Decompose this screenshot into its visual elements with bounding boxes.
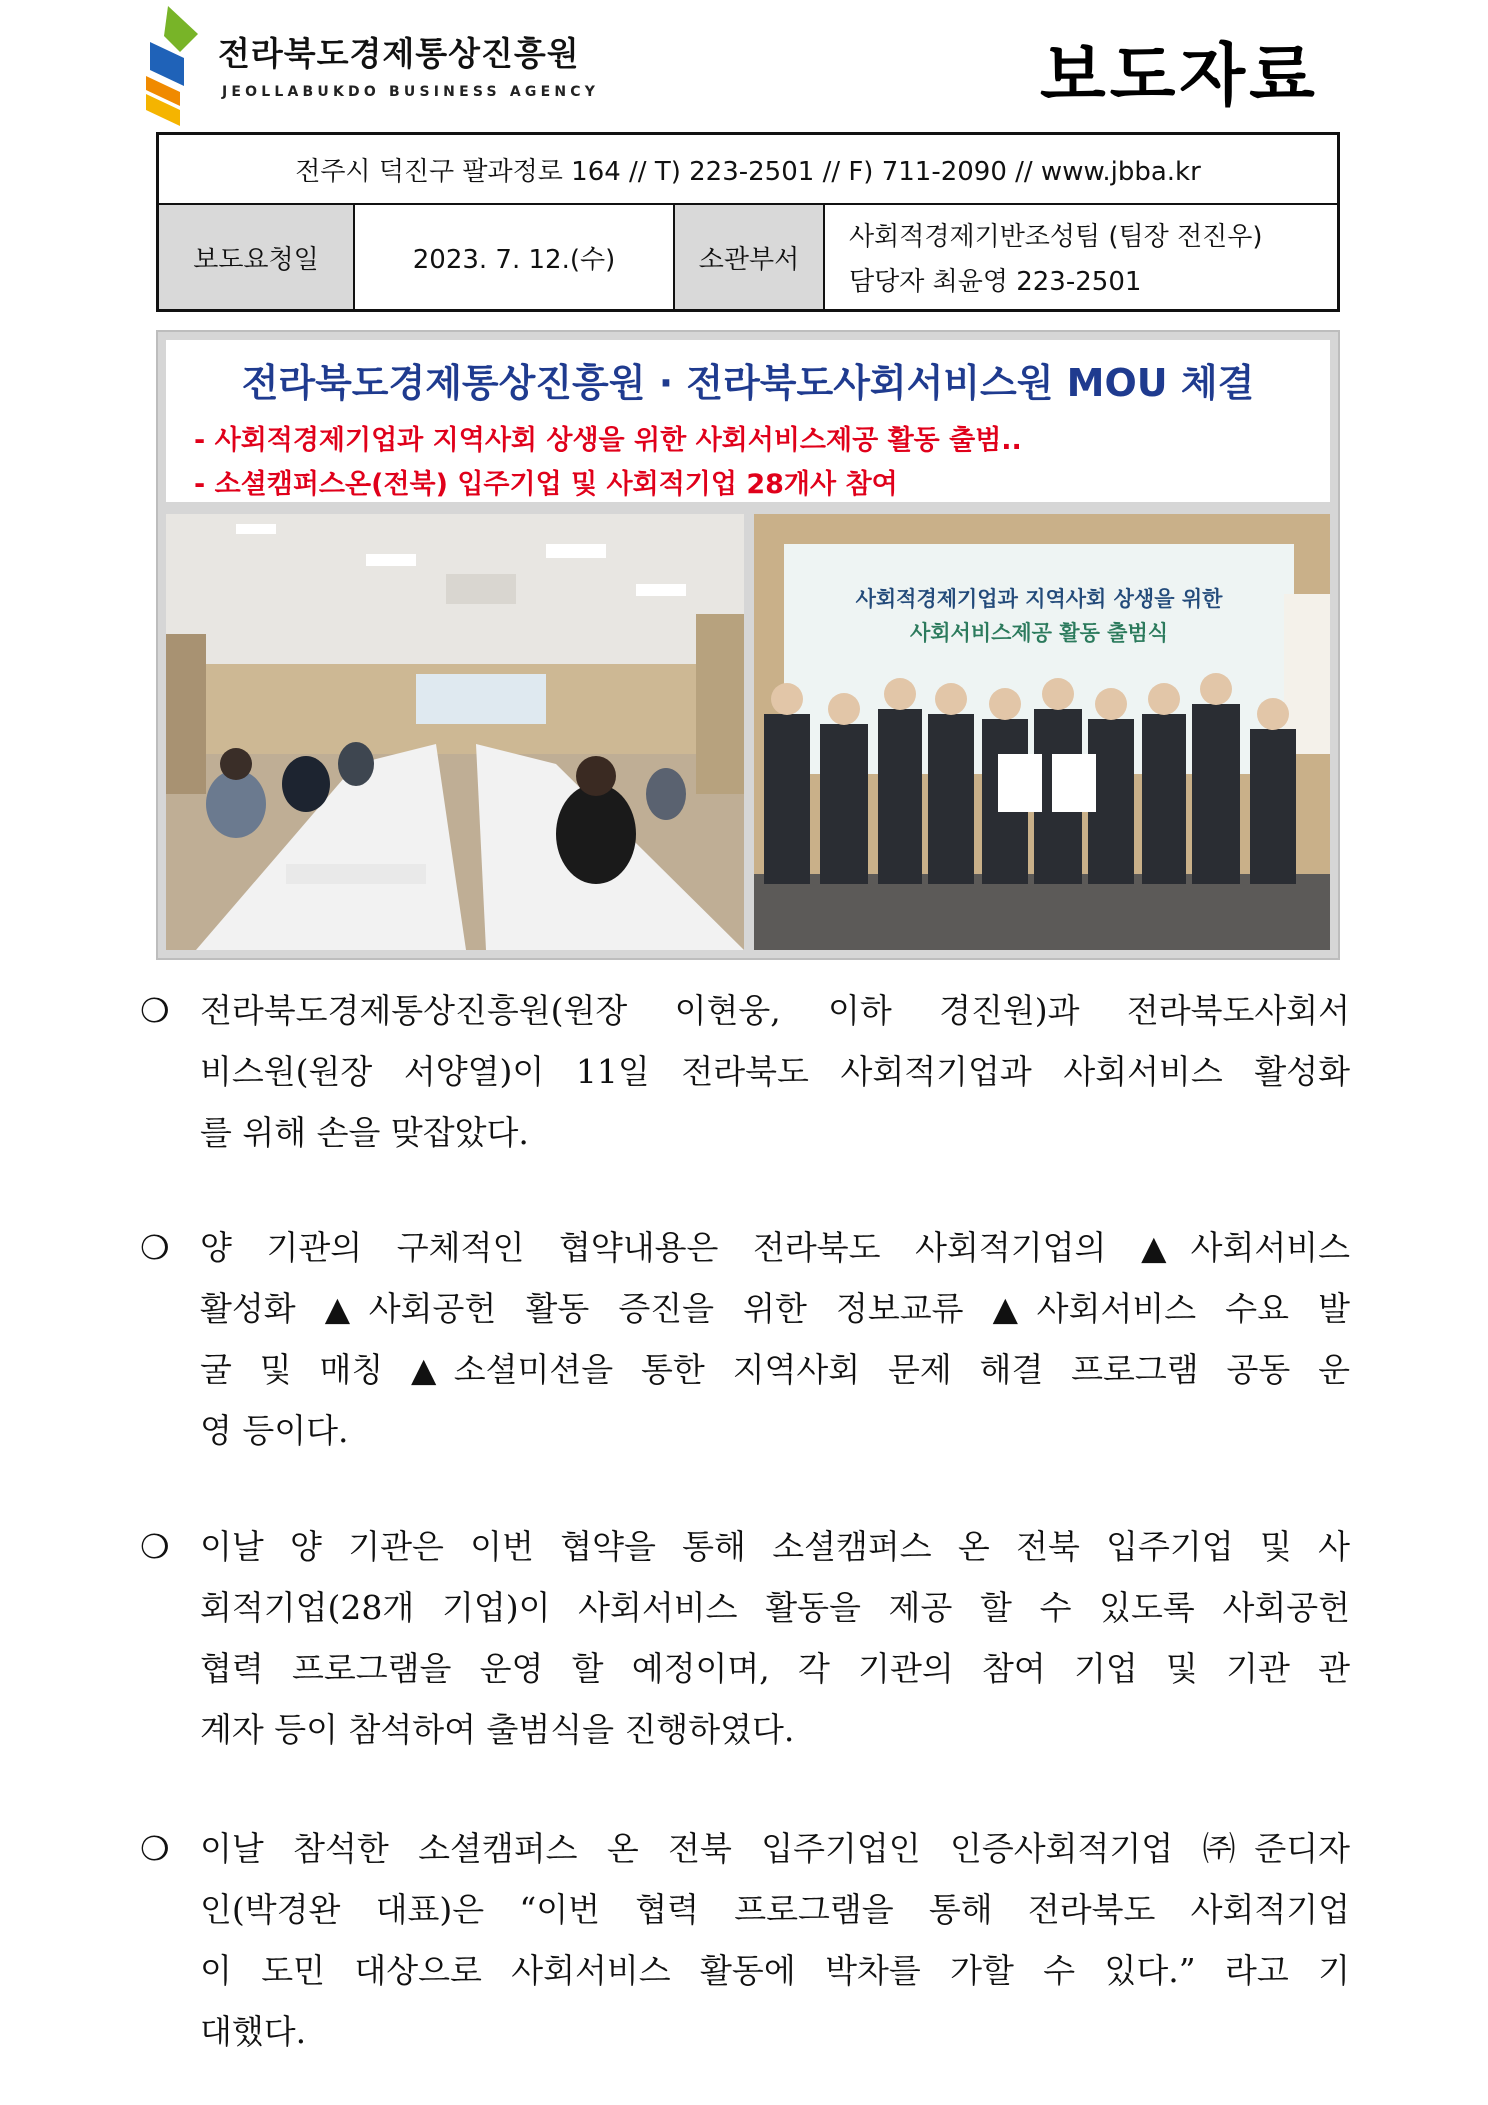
paragraph-line: 이날 양 기관은 이번 협약을 통해 소셜캠퍼스 온 전북 입주기업 및 사 [200, 1527, 1350, 1566]
org-logo [140, 6, 600, 126]
body-paragraph-3 [140, 1516, 1350, 1760]
body-paragraph-4 [140, 1818, 1350, 2062]
mou-ceremony-photo [754, 514, 1330, 950]
agency-logo-icon [140, 6, 210, 126]
paragraph-line: 계자 등이 참석하여 출범식을 진행하였다. [200, 1710, 795, 1749]
contact-line: 전주시 덕진구 팔과정로 164 // T) 223-2501 // F) 711-2090 // www.jbba.kr [159, 135, 1337, 205]
department-name: 사회적경제기반조성팀 (팀장 전진우) [849, 222, 1263, 252]
org-name-english: JEOLLABUKDO BUSINESS AGENCY [222, 84, 600, 100]
request-date: 2023. 7. 12.(수) [355, 205, 675, 309]
body-paragraph-1 [140, 980, 1350, 1163]
paragraph-line: 비스원(원장 서양열)이 11일 전라북도 사회적기업과 사회서비스 활성화 [200, 1052, 1350, 1091]
org-name: 전라북도경제통상진흥원 [218, 34, 580, 73]
paragraph-line: 양 기관의 구체적인 협약내용은 전라북도 사회적기업의 ▲사회서비스 [200, 1228, 1350, 1267]
bullet-circle-icon: ❍ [140, 1829, 170, 1868]
bullet-circle-icon: ❍ [140, 1228, 170, 1267]
headline-text-area [166, 340, 1330, 502]
document-type-title: 보도자료 [1040, 37, 1319, 116]
department-label: 소관부서 [675, 205, 825, 309]
paragraph-line: 이날 참석한 소셜캠퍼스 온 전북 입주기업인 인증사회적기업 ㈜준디자 [200, 1829, 1350, 1868]
banner-text-line-2: 사회서비스제공 활동 출범식 [909, 621, 1169, 645]
headline-box [156, 330, 1340, 960]
paragraph-line: 전라북도경제통상진흥원(원장 이현웅, 이하 경진원)과 전라북도사회서 [200, 991, 1350, 1030]
paragraph-line: 굴 및 매칭 ▲소셜미션을 통한 지역사회 문제 해결 프로그램 공동 운 [200, 1350, 1350, 1389]
paragraph-line: 대했다. [200, 2012, 307, 2051]
info-row [159, 205, 1337, 309]
paragraph-line: 이 도민 대상으로 사회서비스 활동에 박차를 가할 수 있다.” 라고 기 [200, 1951, 1350, 1990]
department-cell [825, 205, 1337, 309]
paragraph-line: 협력 프로그램을 운영 할 예정이며, 각 기관의 참여 기업 및 기관 관 [200, 1649, 1350, 1688]
bullet-circle-icon: ❍ [140, 1527, 170, 1566]
headline-title: 전라북도경제통상진흥원 · 전라북도사회서비스원 MOU 체결 [241, 361, 1255, 405]
paragraph-line: 를 위해 손을 맞잡았다. [200, 1113, 529, 1152]
request-date-label: 보도요청일 [159, 205, 355, 309]
meeting-photo [166, 514, 744, 950]
contact-person: 담당자 최윤영 223-2501 [849, 267, 1142, 297]
press-info-table [156, 132, 1340, 312]
paragraph-line: 회적기업(28개 기업)이 사회서비스 활동을 제공 할 수 있도록 사회공헌 [200, 1588, 1350, 1627]
bullet-circle-icon: ❍ [140, 991, 170, 1030]
paragraph-line: 영 등이다. [200, 1411, 349, 1450]
paragraph-line: 활성화 ▲사회공헌 활동 증진을 위한 정보교류 ▲사회서비스 수요 발 [200, 1289, 1350, 1328]
headline-subtitle-1: - 사회적경제기업과 지역사회 상생을 위한 사회서비스제공 활동 출범.. [194, 425, 1022, 456]
banner-text-line-1: 사회적경제기업과 지역사회 상생을 위한 [855, 587, 1223, 611]
body-paragraph-2 [140, 1217, 1350, 1461]
headline-subtitle-2: - 소셜캠퍼스온(전북) 입주기업 및 사회적기업 28개사 참여 [194, 469, 898, 500]
paragraph-line: 인(박경완 대표)은 “이번 협력 프로그램을 통해 전라북도 사회적기업 [200, 1890, 1350, 1929]
